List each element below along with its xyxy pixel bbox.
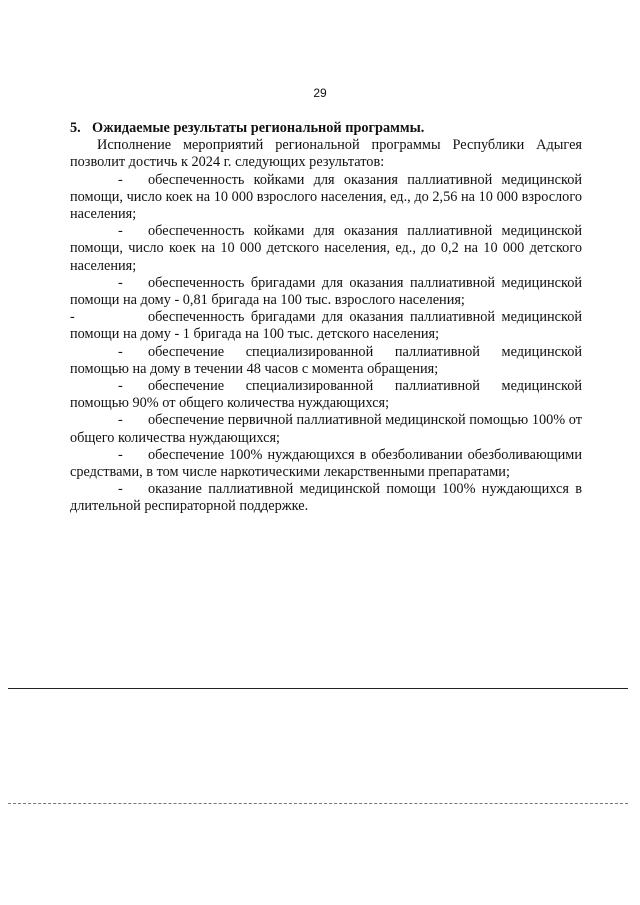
list-dash: - [118, 274, 123, 291]
result-item [70, 481, 582, 515]
intro-paragraph: Исполнение мероприятий региональной программы Республики Адыгея позволит достичь к 2024 г. следующих результатов: [70, 137, 582, 171]
result-item [70, 172, 582, 224]
result-item-text: обеспечение специализированной паллиативной медицинской помощью 90% от общего количества нуждающихся; [70, 378, 582, 412]
result-item-text: обеспеченность койками для оказания паллиативной медицинской помощи, число коек на 10 000 детского населения, ед., до 0,2 на 10 000 детского населения; [70, 223, 582, 274]
list-dash: - [118, 171, 123, 188]
section-heading [70, 120, 582, 137]
result-item [70, 309, 582, 343]
list-dash: - [118, 446, 123, 463]
result-item-text: обеспечение первичной паллиативной медицинской помощью 100% от общего количества нуждающихся; [70, 412, 582, 446]
section-number: 5. [70, 120, 81, 136]
result-item [70, 344, 582, 378]
section-title: Ожидаемые результаты региональной программы. [92, 120, 425, 136]
list-dash: - [70, 309, 75, 326]
result-item [70, 447, 582, 481]
result-item-text: обеспечение специализированной паллиативной медицинской помощью на дому в течении 48 часов с момента обращения; [70, 343, 582, 377]
result-item-text: обеспеченность койками для оказания паллиативной медицинской помощи, число коек на 10 000 взрослого населения, ед., до 2,56 на 10 000 взрослого населения; [70, 171, 582, 223]
list-dash: - [118, 343, 123, 360]
horizontal-divider [8, 688, 628, 689]
result-item-text: обеспеченность бригадами для оказания паллиативной медицинской помощи на дому - 1 бригада на 100 тыс. детского населения; [70, 309, 582, 343]
result-item-text: обеспечение 100% нуждающихся в обезболивании обезболивающими средствами, в том числе наркотическими лекарственными препаратами; [70, 446, 582, 481]
page-number: 29 [313, 86, 327, 100]
list-dash: - [118, 223, 123, 240]
list-dash: - [118, 481, 123, 498]
result-item [70, 378, 582, 412]
dashed-divider [8, 803, 628, 804]
result-item [70, 223, 582, 275]
result-item-text: оказание паллиативной медицинской помощи 100% нуждающихся в длительной респираторной поддержке. [70, 481, 582, 515]
list-dash: - [118, 378, 123, 395]
list-dash: - [118, 412, 123, 429]
result-item [70, 412, 582, 446]
document-body [70, 120, 582, 516]
result-item [70, 275, 582, 309]
result-item-text: обеспеченность бригадами для оказания паллиативной медицинской помощи на дому - 0,81 бригада на 100 тыс. взрослого населения; [70, 274, 582, 309]
